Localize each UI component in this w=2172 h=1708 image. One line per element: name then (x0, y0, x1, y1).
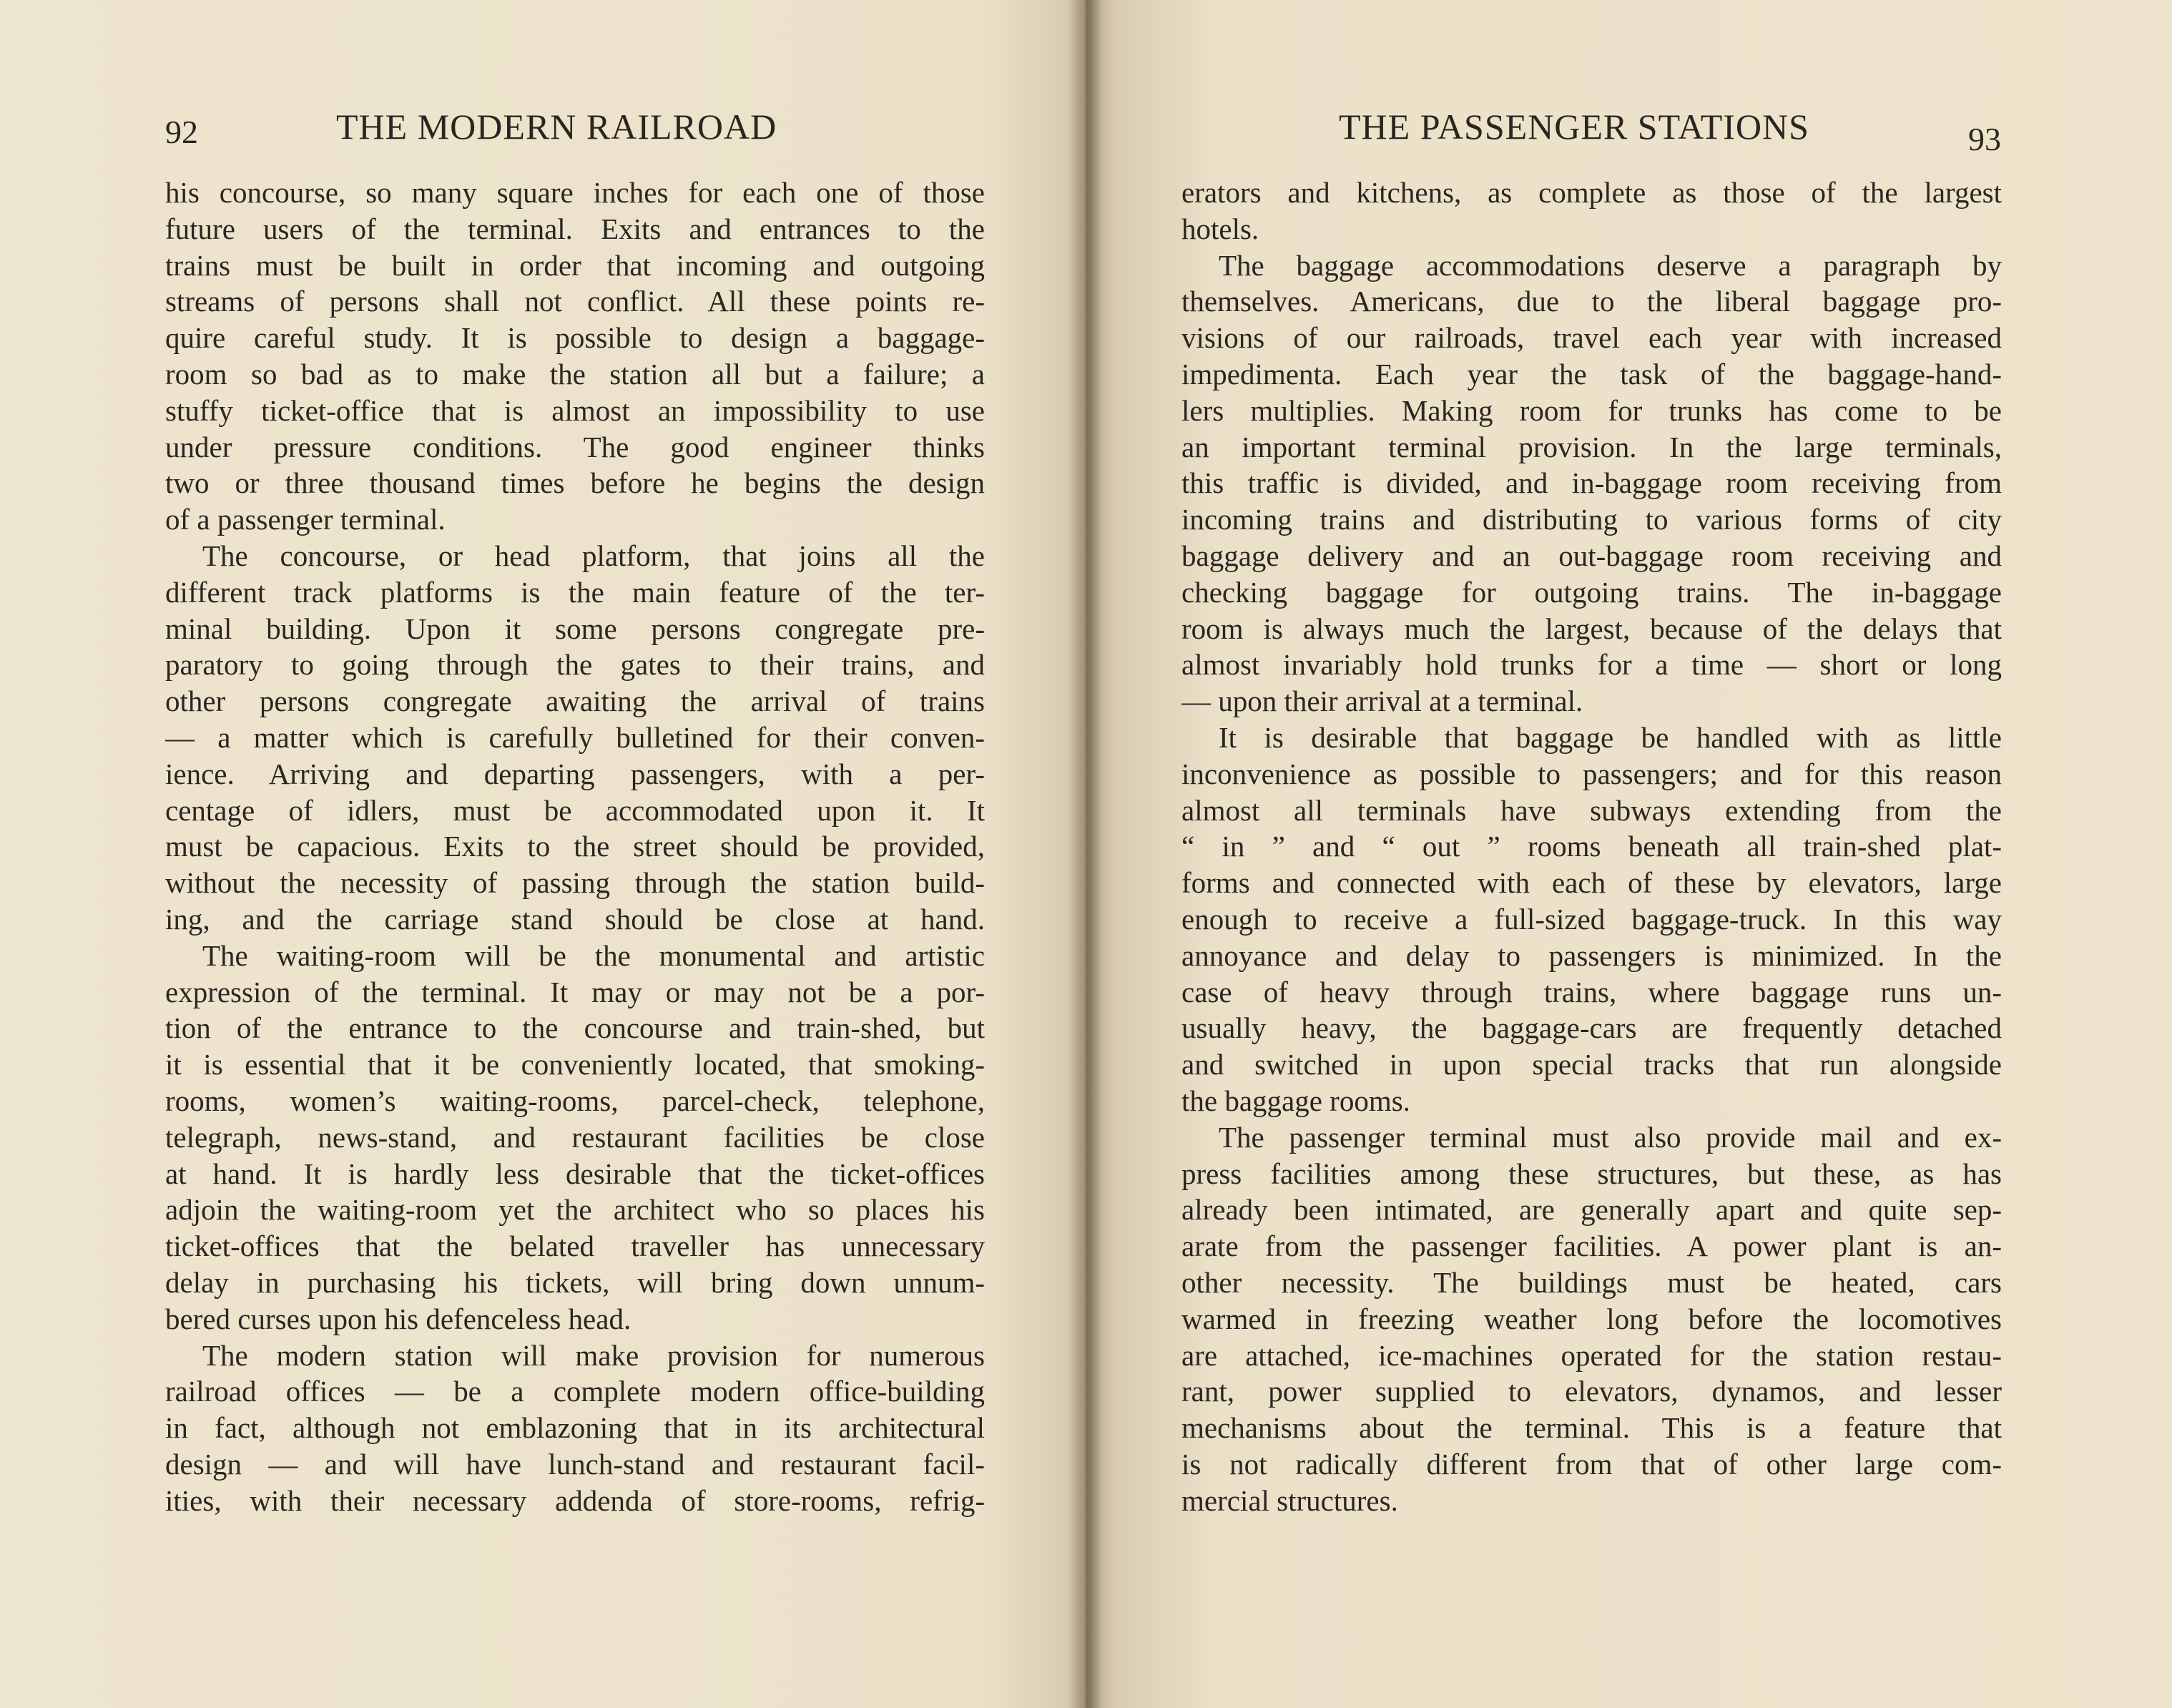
text-line: design — and will have lunch-stand and restaurant facil- (165, 1447, 985, 1481)
text-line: erators and kitchens, as complete as those of the largest (1181, 176, 2002, 209)
text-line: enough to receive a full-sized baggage-truck. In this way (1181, 902, 2002, 936)
text-line: inconvenience as possible to passengers; and for this reason (1181, 757, 2002, 790)
text-line: rant, power supplied to elevators, dynamos, and lesser (1181, 1375, 2002, 1408)
text-line: adjoin the waiting-room yet the architect who so places his (165, 1193, 985, 1227)
text-line: bered curses upon his defenceless head. (165, 1302, 632, 1335)
running-head: THE PASSENGER STATIONS (1339, 107, 1809, 147)
text-line: quire careful study. It is possible to design a baggage- (165, 321, 985, 355)
text-line: usually heavy, the baggage-cars are frequently detached (1181, 1011, 2002, 1045)
text-line: hotels. (1181, 212, 1259, 245)
text-line: tion of the entrance to the concourse and train-shed, but (165, 1011, 985, 1045)
text-line: trains must be built in order that incoming and outgoing (165, 248, 985, 282)
text-line: press facilities among these structures, but these, as has (1181, 1157, 2002, 1190)
text-line: It is desirable that baggage be handled with as little (1219, 720, 2002, 754)
text-line: impedimenta. Each year the task of the baggage-hand- (1181, 357, 2002, 391)
text-line: other persons congregate awaiting the arrival of trains (165, 684, 985, 718)
text-line: annoyance and delay to passengers is minimized. In the (1181, 938, 2002, 972)
text-line: — a matter which is carefully bulletined for their conven- (165, 720, 985, 754)
text-line: checking baggage for outgoing trains. The in-baggage (1181, 575, 2002, 609)
page-body (1181, 175, 2002, 1518)
right-page (1089, 0, 2172, 1708)
text-line: incoming trains and distributing to various forms of city (1181, 503, 2002, 536)
text-line: expression of the terminal. It may or may not be a por- (165, 975, 985, 1008)
text-line: without the necessity of passing through the station build- (165, 866, 985, 900)
text-line: of a passenger terminal. (165, 503, 446, 536)
text-line: it is essential that it be conveniently located, that smoking- (165, 1048, 985, 1081)
text-line: telegraph, news-stand, and restaurant facilities be close (165, 1120, 985, 1154)
text-line: The concourse, or head platform, that joins all the (202, 539, 985, 572)
text-line: is not radically different from that of other large com- (1181, 1447, 2002, 1481)
text-line: lers multiplies. Making room for trunks has come to be (1181, 393, 2002, 427)
text-line: other necessity. The buildings must be heated, cars (1181, 1265, 2002, 1299)
text-line: must be capacious. Exits to the street should be provided, (165, 830, 985, 863)
text-line: different track platforms is the main feature of the ter- (165, 575, 985, 609)
text-line: room is always much the largest, because of the delays that (1181, 612, 2002, 645)
text-line: ities, with their necessary addenda of store-rooms, refrig- (165, 1483, 985, 1517)
text-line: The modern station will make provision for numerous (202, 1338, 985, 1372)
text-line: paratory to going through the gates to their trains, and (165, 648, 985, 682)
text-line: already been intimated, are generally apart and quite sep- (1181, 1193, 2002, 1227)
text-line: The waiting-room will be the monumental and artistic (202, 938, 985, 972)
text-line: ing, and the carriage stand should be close at hand. (165, 902, 985, 936)
text-line: forms and connected with each of these by elevators, large (1181, 866, 2002, 900)
text-line: future users of the terminal. Exits and entrances to the (165, 212, 985, 245)
text-line: The baggage accommodations deserve a paragraph by (1219, 248, 2002, 282)
text-line: mercial structures. (1181, 1483, 1398, 1517)
text-line: room so bad as to make the station all but a failure; a (165, 357, 985, 391)
text-line: stuffy ticket-office that is almost an impossibility to use (165, 393, 985, 427)
text-line: The passenger terminal must also provide mail and ex- (1219, 1120, 2002, 1154)
text-line: almost invariably hold trunks for a time — short or long (1181, 648, 2002, 682)
text-line: delay in purchasing his tickets, will bring down unnum- (165, 1265, 985, 1299)
text-line: themselves. Americans, due to the liberal baggage pro- (1181, 285, 2002, 318)
text-line: under pressure conditions. The good engineer thinks (165, 430, 985, 463)
text-line: this traffic is divided, and in-baggage room receiving from (1181, 466, 2002, 500)
running-head: THE MODERN RAILROAD (336, 107, 777, 147)
text-line: streams of persons shall not conflict. All these points re- (165, 285, 985, 318)
text-line: warmed in freezing weather long before the locomotives (1181, 1302, 2002, 1335)
text-line: case of heavy through trains, where baggage runs un- (1181, 975, 2002, 1008)
text-line: visions of our railroads, travel each year with increased (1181, 321, 2002, 355)
text-line: are attached, ice-machines operated for the station restau- (1181, 1338, 2002, 1372)
text-line: in fact, although not emblazoning that in its architectural (165, 1411, 985, 1445)
page-number: 93 (1968, 121, 2001, 157)
page-body (165, 175, 985, 1518)
text-line: at hand. It is hardly less desirable that the ticket-offices (165, 1157, 985, 1190)
text-line: mechanisms about the terminal. This is a feature that (1181, 1411, 2002, 1445)
text-line: baggage delivery and an out-baggage room receiving and (1181, 539, 2002, 572)
left-page (0, 0, 1083, 1708)
page-number: 92 (165, 114, 198, 150)
text-line: arate from the passenger facilities. A power plant is an- (1181, 1230, 2002, 1263)
text-line: the baggage rooms. (1181, 1084, 1410, 1117)
text-line: ticket-offices that the belated traveller has unnecessary (165, 1230, 985, 1263)
text-line: minal building. Upon it some persons congregate pre- (165, 612, 985, 645)
text-line: an important terminal provision. In the large terminals, (1181, 430, 2002, 463)
text-line: two or three thousand times before he begins the design (165, 466, 985, 500)
text-line: centage of idlers, must be accommodated upon it. It (165, 793, 985, 827)
text-line: “ in ” and “ out ” rooms beneath all train-shed plat- (1181, 830, 2002, 863)
text-line: railroad offices — be a complete modern office-building (165, 1375, 985, 1408)
text-line: almost all terminals have subways extending from the (1181, 793, 2002, 827)
text-line: his concourse, so many square inches for each one of those (165, 176, 985, 209)
text-line: and switched in upon special tracks that run alongside (1181, 1048, 2002, 1081)
text-line: — upon their arrival at a terminal. (1181, 684, 1583, 718)
text-line: rooms, women’s waiting-rooms, parcel-check, telephone, (165, 1084, 985, 1117)
text-line: ience. Arriving and departing passengers, with a per- (165, 757, 985, 790)
